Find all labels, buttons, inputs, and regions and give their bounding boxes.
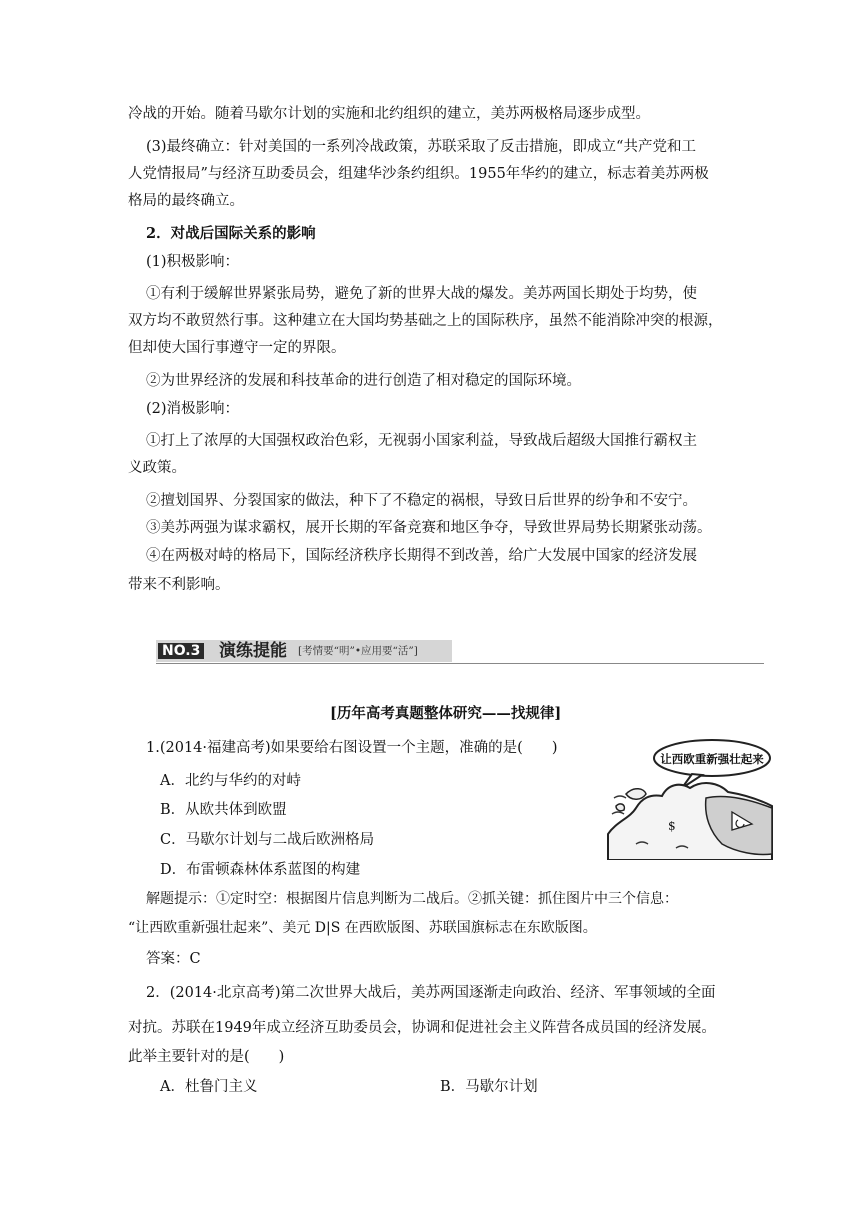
hint-line: 解题提示：①定时空：根据图片信息判断为二战后。②抓关键：抓住图片中三个信息：: [146, 891, 678, 907]
text-line: ②擅划国界、分裂国家的做法，种下了不稳定的祸根，导致日后世界的纷争和不安宁。: [146, 493, 697, 509]
text-line: ③美苏两强为谋求霸权，展开长期的军备竞赛和地区争夺，导致世界局势长期紧张动荡。: [146, 520, 712, 536]
option-c: C．马歇尔计划与二战后欧洲格局: [160, 832, 375, 848]
text-line: 双方均不敢贸然行事。这种建立在大国均势基础之上的国际秩序，虽然不能消除冲突的根源，: [128, 313, 723, 329]
text-line: 人党情报局”与经济互助委员会，组建华沙条约组织。1955年华约的建立，标志着美苏两极: [128, 166, 709, 182]
text-line: ①有利于缓解世界紧张局势，避免了新的世界大战的爆发。美苏两国长期处于均势，使: [146, 286, 697, 302]
text-line: ②为世界经济的发展和科技革命的进行创造了相对稳定的国际环境。: [146, 373, 581, 389]
text-line: 但却使大国行事遵守一定的界限。: [128, 340, 346, 356]
question-stem: 对抗。苏联在1949年成立经济互助委员会，协调和促进社会主义阵营各成员国的经济发展。: [128, 1020, 716, 1036]
dollar-sign: $: [668, 819, 676, 833]
text-line: 格局的最终确立。: [128, 193, 244, 209]
text-line: (3)最终确立：针对美国的一系列冷战政策，苏联采取了反击措施，即成立“共产党和工: [146, 139, 696, 155]
ireland-island: [616, 804, 624, 811]
speech-text: 让西欧重新强壮起来: [660, 752, 764, 766]
section-heading: 2．对战后国际关系的影响: [146, 225, 316, 242]
section-title: [历年高考真题整体研究——找规律]: [330, 705, 562, 722]
text-line: 冷战的开始。随着马歇尔计划的实施和北约组织的建立，美苏两极格局逐步成型。: [128, 106, 650, 122]
option-d: D．布雷顿森林体系蓝图的构建: [160, 862, 361, 878]
text-line: ④在两极对峙的格局下，国际经济秩序长期得不到改善，给广大发展中国家的经济发展: [146, 548, 697, 564]
question-stem: 1.(2014·福建高考)如果要给右图设置一个主题，准确的是( ): [146, 740, 558, 756]
divider: [156, 663, 764, 664]
answer: 答案：C: [146, 951, 201, 967]
cartoon-svg: [606, 736, 774, 860]
section-banner: [156, 640, 452, 662]
question-stem: 2．(2014·北京高考)第二次世界大战后，美苏两国逐渐走向政治、经济、军事领域的全面: [146, 985, 716, 1001]
banner-tagline: [考情要“明”•应用要“活”]: [298, 645, 418, 657]
option-a: A．北约与华约的对峙: [160, 773, 301, 789]
banner-number: NO.3: [158, 643, 204, 659]
banner-title: 演练提能: [219, 641, 287, 661]
britain-island: [626, 789, 646, 800]
cartoon-map-image: [606, 736, 774, 860]
text-line: ①打上了浓厚的大国强权政治色彩，无视弱小国家利益，导致战后超级大国推行霸权主: [146, 433, 697, 449]
question-stem: 此举主要针对的是( ): [128, 1049, 285, 1065]
text-line: 带来不利影响。: [128, 577, 230, 593]
subheading: (1)积极影响：: [146, 254, 240, 270]
option-a: A．杜鲁门主义: [160, 1079, 258, 1095]
option-b: B．从欧共体到欧盟: [160, 802, 287, 818]
subheading: (2)消极影响：: [146, 401, 240, 417]
hint-line: “让西欧重新强壮起来”、美元 D|S 在西欧版图、苏联国旗标志在东欧版图。: [128, 920, 597, 936]
text-line: 义政策。: [128, 460, 186, 476]
option-b: B．马歇尔计划: [440, 1079, 538, 1095]
